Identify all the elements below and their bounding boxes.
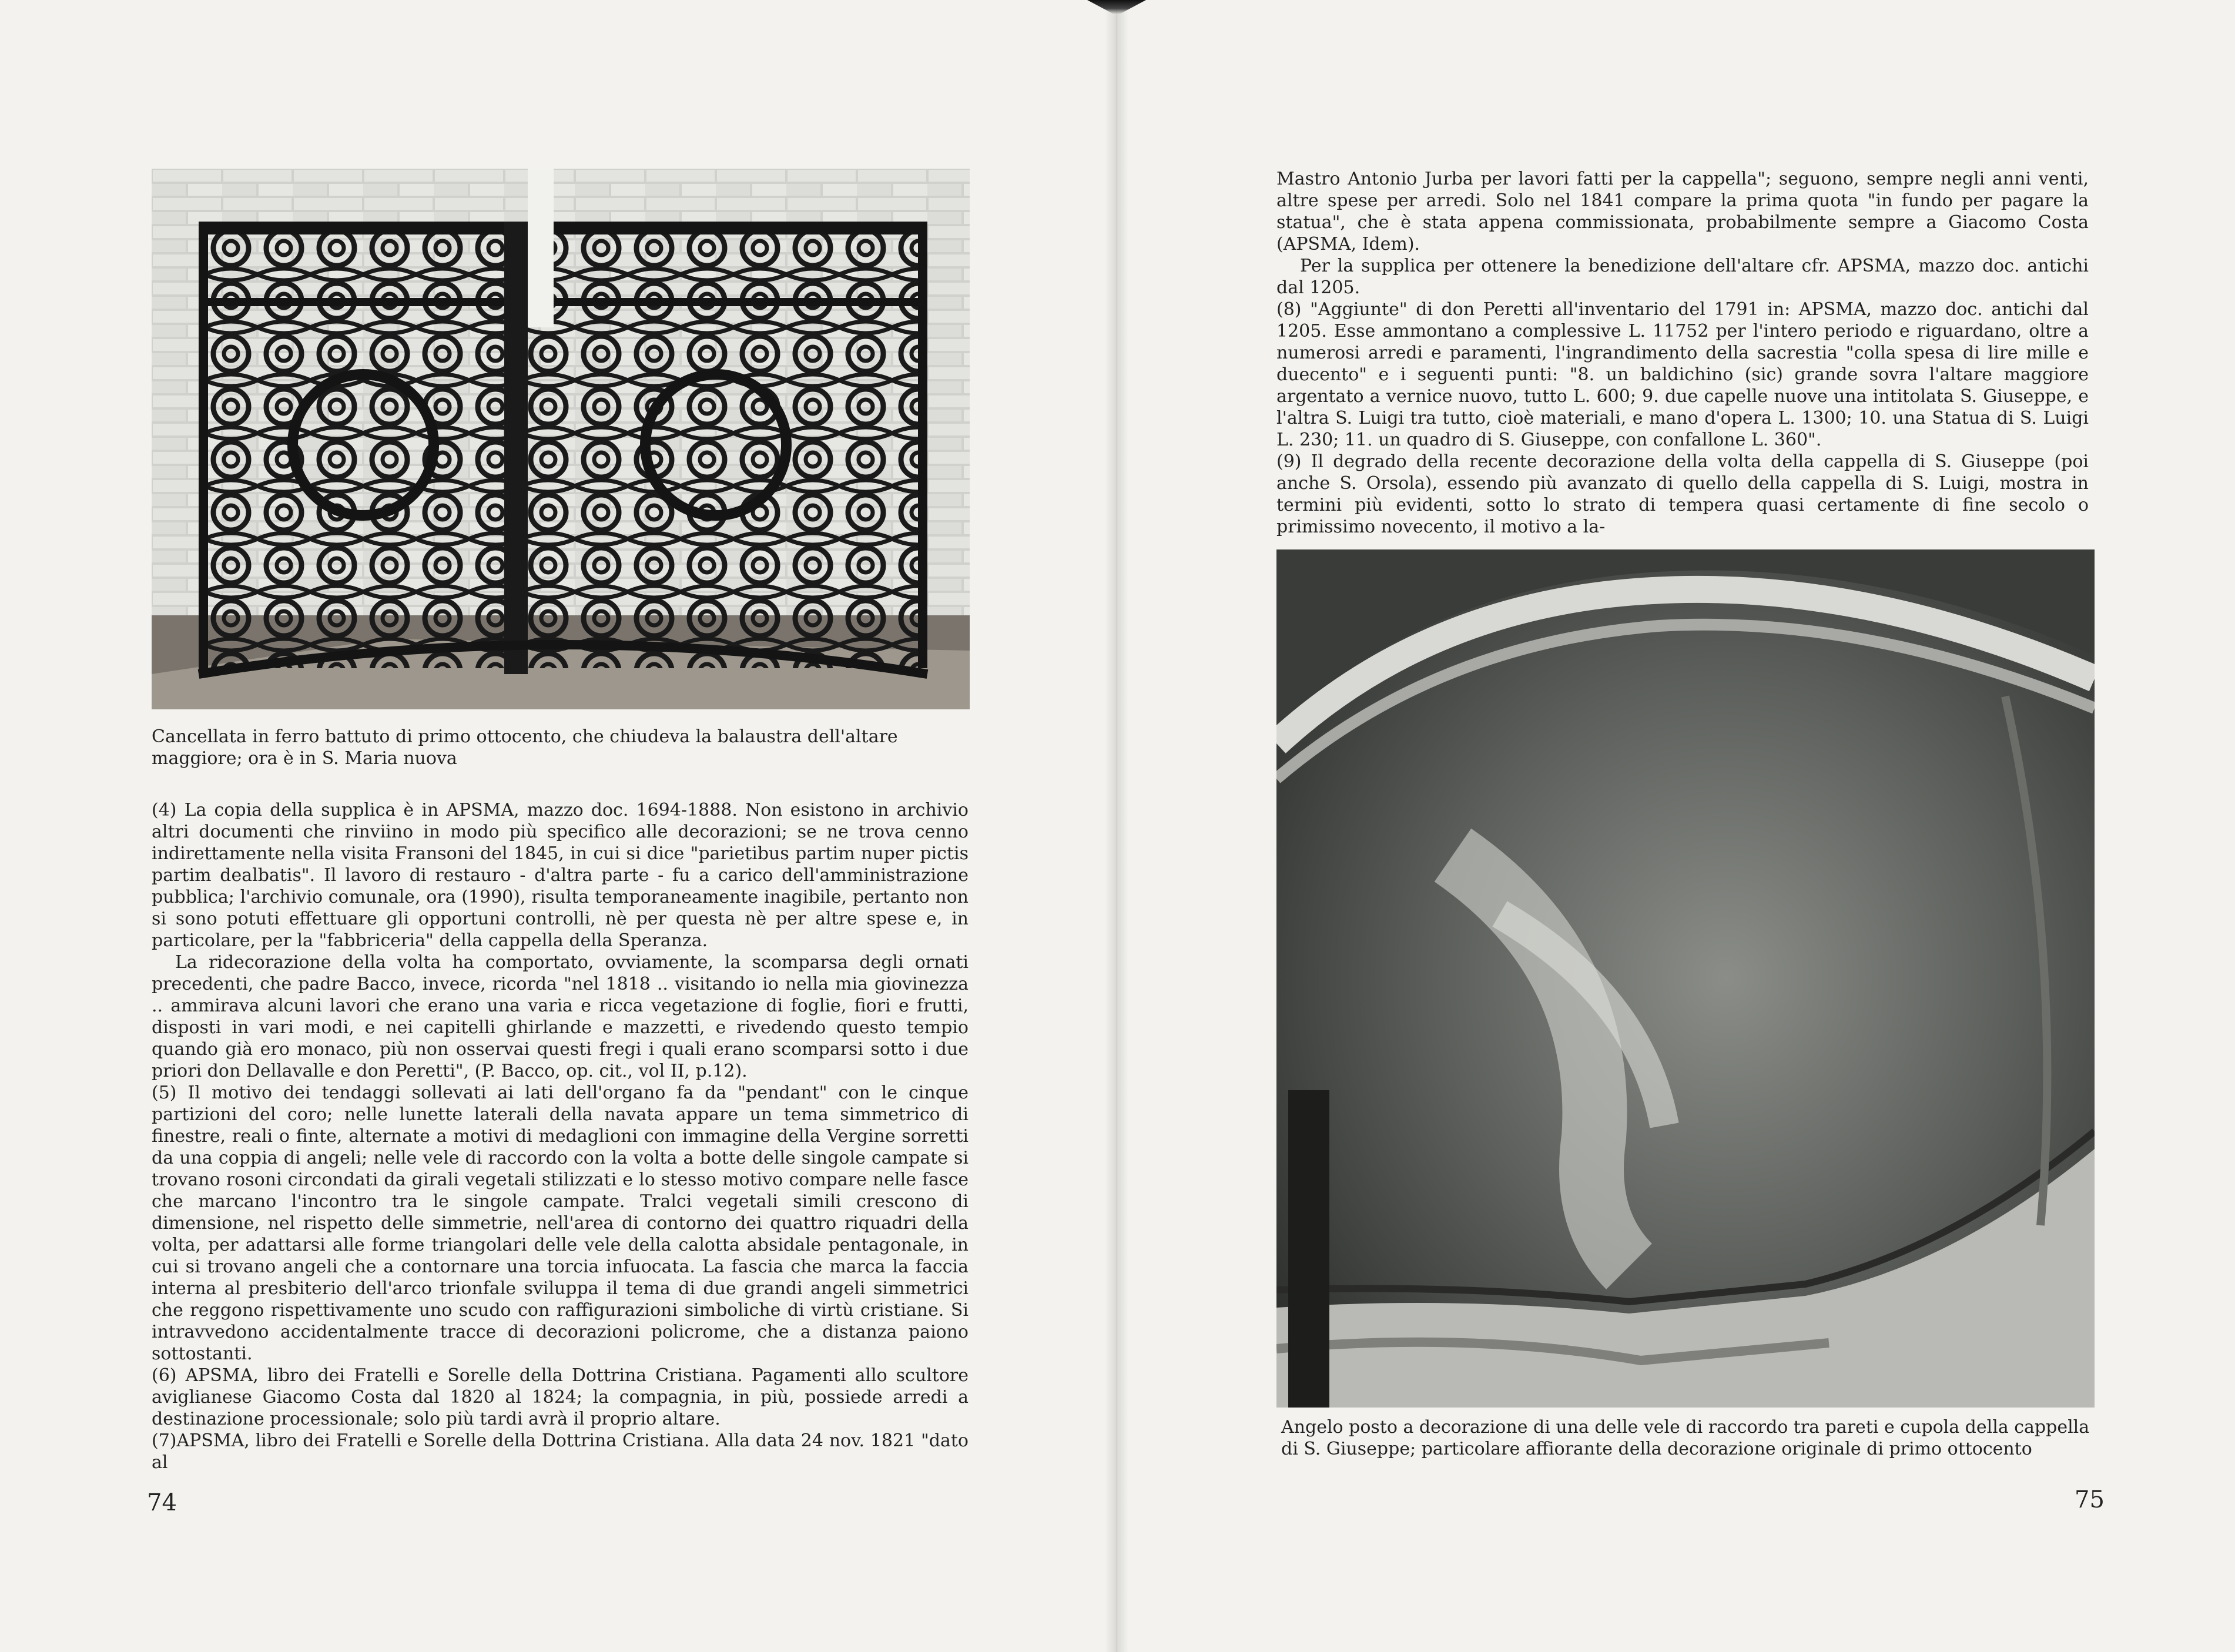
left-footnotes: [152, 799, 969, 1473]
wrought-iron-gate-photo: [152, 169, 970, 709]
book-spine-mark: [1087, 0, 1146, 14]
footnote-7: (7)APSMA, libro dei Fratelli e Sorelle della Dottrina Cristiana. Alla data 24 nov. 1821 "dato al: [152, 1430, 969, 1473]
book-gutter: [1105, 0, 1128, 1652]
left-photo-caption: Cancellata in ferro battuto di primo ottocento, che chiudeva la balaustra dell'altare maggiore; ora è in S. Maria nuova: [152, 726, 898, 769]
footnote-4-continued: La ridecorazione della volta ha comportato, ovviamente, la scomparsa degli ornati precedenti, che padre Bacco, invece, ricorda "nel 1818 .. visitando io nella mia giovinezza .. ammirava alcuni lavori che erano una varia e ricca vegetazione di foglie, fiori e frutti, disposti in vari modi, e nei capitelli ghirlande e mazzetti, e rivedendo questo tempio quando già ero monaco, più non osservai questi fregi i quali erano scomparsi sotto i due priori don Dellavalle e don Peretti", (P. Bacco, op. cit., vol II, p.12).: [152, 952, 969, 1081]
vault-angel-photo: [1276, 549, 2095, 1408]
right-footnotes: [1276, 168, 2089, 538]
footnote-9: (9) Il degrado della recente decorazione della volta della cappella di S. Giuseppe (poi anche S. Orsola), essendo più avanzato di quello della cappella di S. Luigi, mostra in termini più evidenti, sotto lo strato di tempera quasi certamente di fine secolo o primissimo novecento, il motivo a la-: [1276, 451, 2089, 537]
footnote-7-continued: Mastro Antonio Jurba per lavori fatti per la cappella"; seguono, sempre negli anni venti, altre spese per arredi. Solo nel 1841 compare la prima quota "in fundo per pagare la statua", che è stata appena commissionata, probabilmente sempre a Giacomo Costa (APSMA, Idem).: [1276, 169, 2089, 254]
footnote-7-supplica: Per la supplica per ottenere la benedizione dell'altare cfr. APSMA, mazzo doc. antichi dal 1205.: [1276, 256, 2089, 298]
right-photo-caption: Angelo posto a decorazione di una delle vele di raccordo tra pareti e cupola della cappella di S. Giuseppe; particolare affiorante della decorazione originale di primo ottocento: [1281, 1417, 2090, 1459]
footnote-8: (8) "Aggiunte" di don Peretti all'inventario del 1791 in: APSMA, mazzo doc. antichi dal 1205. Esse ammontano a complessive L. 11752 per l'intero periodo e riguardano, oltre a numerosi arredi e paramenti, l'ingrandimento della sacrestia "colla spesa di lire mille e duecento" e i seguenti punti: "8. un baldichino (sic) grande sovra l'altare maggiore argentato a vernice nuovo, tutto L. 600; 9. due capelle nuove una intitolata S. Giuseppe, e l'altra S. Luigi tra tutto, cioè materiali, e mano d'opera L. 1300; 10. una Statua di S. Luigi L. 230; 11. un quadro di S. Giuseppe, con confallone L. 360".: [1276, 299, 2089, 450]
footnote-4: (4) La copia della supplica è in APSMA, mazzo doc. 1694-1888. Non esistono in archivio altri documenti che rinviino in modo più specifico alle decorazioni; se ne trova cenno indirettamente nella visita Fransoni del 1845, in cui si dice "parietibus partim nuper pictis partim dealbatis". Il lavoro di restauro - d'altra parte - fu a carico dell'amministrazione pubblica; l'archivio comunale, ora (1990), risulta temporaneamente inagibile, pertanto non si sono potuti effettuare gli opportuni controlli, nè per questa nè per altre spese e, in particolare, per la "fabbriceria" della cappella della Speranza.: [152, 800, 969, 951]
footnote-5: (5) Il motivo dei tendaggi sollevati ai lati dell'organo fa da "pendant" con le cinque partizioni del coro; nelle lunette laterali della navata appare un tema simmetrico di finestre, reali o finte, alternate a motivi di medaglioni con immagine della Vergine sorretti da una coppia di angeli; nelle vele di raccordo con la volta a botte delle singole campate si trovano rosoni circondati da girali vegetali stilizzati e lo stesso motivo compare nelle fasce che marcano l'incontro tra le singole campate. Tralci vegetali simili crescono di dimensione, nel rispetto delle simmetrie, nell'area di contorno dei quattro riquadri della volta, per adattarsi alle forme triangolari delle vele della calotta absidale pentagonale, in cui si trovano angeli che a contornare una torcia infuocata. La fascia che marca la faccia interna al presbiterio dell'arco trionfale sviluppa il tema di due grandi angeli simmetrici che reggono rispettivamente uno scudo con raffigurazioni simboliche di virtù cristiane. Si intravvedono accidentalmente tracce di decorazioni policrome, che a distanza paiono sottostanti.: [152, 1083, 969, 1364]
page-number-left: 74: [147, 1489, 177, 1516]
page-number-right: 75: [2075, 1486, 2105, 1513]
footnote-6: (6) APSMA, libro dei Fratelli e Sorelle della Dottrina Cristiana. Pagamenti allo scultore aviglianese Giacomo Costa dal 1820 al 1824; la compagnia, in più, possiede arredi a destinazione processionale; solo più tardi avrà il proprio altare.: [152, 1365, 969, 1429]
